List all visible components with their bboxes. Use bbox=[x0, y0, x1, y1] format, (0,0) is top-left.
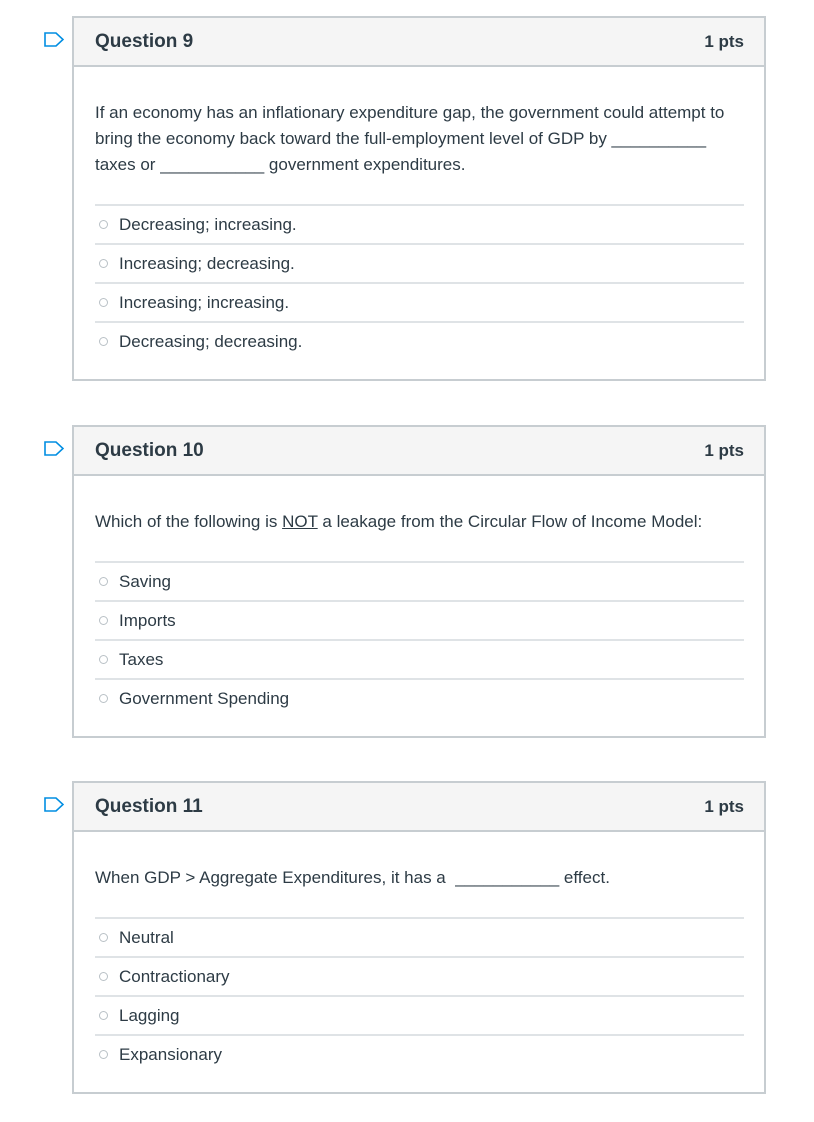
radio-button[interactable] bbox=[99, 298, 108, 307]
radio-button[interactable] bbox=[99, 1050, 108, 1059]
answer-label: Saving bbox=[119, 571, 171, 591]
question-title: Question 10 bbox=[95, 439, 204, 461]
answer-option[interactable] bbox=[95, 602, 744, 641]
answer-label: Taxes bbox=[119, 649, 164, 669]
question-header bbox=[74, 783, 764, 832]
answer-option[interactable] bbox=[95, 284, 744, 323]
question-11 bbox=[72, 781, 766, 1094]
answer-label: Imports bbox=[119, 610, 176, 630]
question-text bbox=[95, 476, 744, 561]
radio-button[interactable] bbox=[99, 220, 108, 229]
radio-button[interactable] bbox=[99, 1011, 108, 1020]
answer-list bbox=[95, 561, 744, 717]
question-text-emphasis: NOT bbox=[282, 512, 318, 531]
question-points: 1 pts bbox=[704, 31, 744, 51]
question-title: Question 11 bbox=[95, 795, 203, 817]
answer-option[interactable] bbox=[95, 680, 744, 717]
radio-button[interactable] bbox=[99, 616, 108, 625]
flag-question-9-icon[interactable] bbox=[44, 32, 64, 47]
radio-button[interactable] bbox=[99, 337, 108, 346]
answer-label: Government Spending bbox=[119, 688, 290, 708]
answer-label: Increasing; decreasing. bbox=[119, 253, 295, 273]
question-text: When GDP > Aggregate Expenditures, it has a ___________ effect. bbox=[95, 868, 610, 887]
question-points: 1 pts bbox=[704, 796, 744, 816]
radio-button[interactable] bbox=[99, 259, 108, 268]
answer-label: Lagging bbox=[119, 1005, 180, 1025]
radio-button[interactable] bbox=[99, 694, 108, 703]
answer-label: Expansionary bbox=[119, 1044, 223, 1064]
answer-label: Decreasing; decreasing. bbox=[119, 331, 303, 351]
answer-list bbox=[95, 917, 744, 1073]
question-text-part: Which of the following is bbox=[95, 512, 283, 531]
radio-button[interactable] bbox=[99, 655, 108, 664]
answer-label: Decreasing; increasing. bbox=[119, 214, 297, 234]
question-10 bbox=[72, 425, 766, 738]
answer-option[interactable] bbox=[95, 206, 744, 245]
radio-button[interactable] bbox=[99, 972, 108, 981]
answer-option[interactable] bbox=[95, 919, 744, 958]
flag-question-11-icon[interactable] bbox=[44, 797, 64, 812]
answer-option[interactable] bbox=[95, 563, 744, 602]
answer-option[interactable] bbox=[95, 323, 744, 360]
question-points: 1 pts bbox=[704, 440, 744, 460]
answer-label: Neutral bbox=[119, 927, 174, 947]
question-title: Question 9 bbox=[95, 30, 194, 52]
answer-option[interactable] bbox=[95, 958, 744, 997]
question-text-part: a leakage from the Circular Flow of Income Model: bbox=[317, 512, 703, 531]
flag-question-10-icon[interactable] bbox=[44, 441, 64, 456]
answer-list bbox=[95, 204, 744, 360]
answer-option[interactable] bbox=[95, 245, 744, 284]
radio-button[interactable] bbox=[99, 933, 108, 942]
question-9 bbox=[72, 16, 766, 381]
answer-option[interactable] bbox=[95, 997, 744, 1036]
question-text: If an economy has an inflationary expenditure gap, the government could attempt to bring the economy back toward the full-employment level of GDP by __________ taxes or ___________ government expenditures. bbox=[95, 103, 725, 174]
answer-label: Contractionary bbox=[119, 966, 230, 986]
answer-label: Increasing; increasing. bbox=[119, 292, 290, 312]
radio-button[interactable] bbox=[99, 577, 108, 586]
question-header bbox=[74, 18, 764, 67]
question-header bbox=[74, 427, 764, 476]
answer-option[interactable] bbox=[95, 1036, 744, 1073]
answer-option[interactable] bbox=[95, 641, 744, 680]
